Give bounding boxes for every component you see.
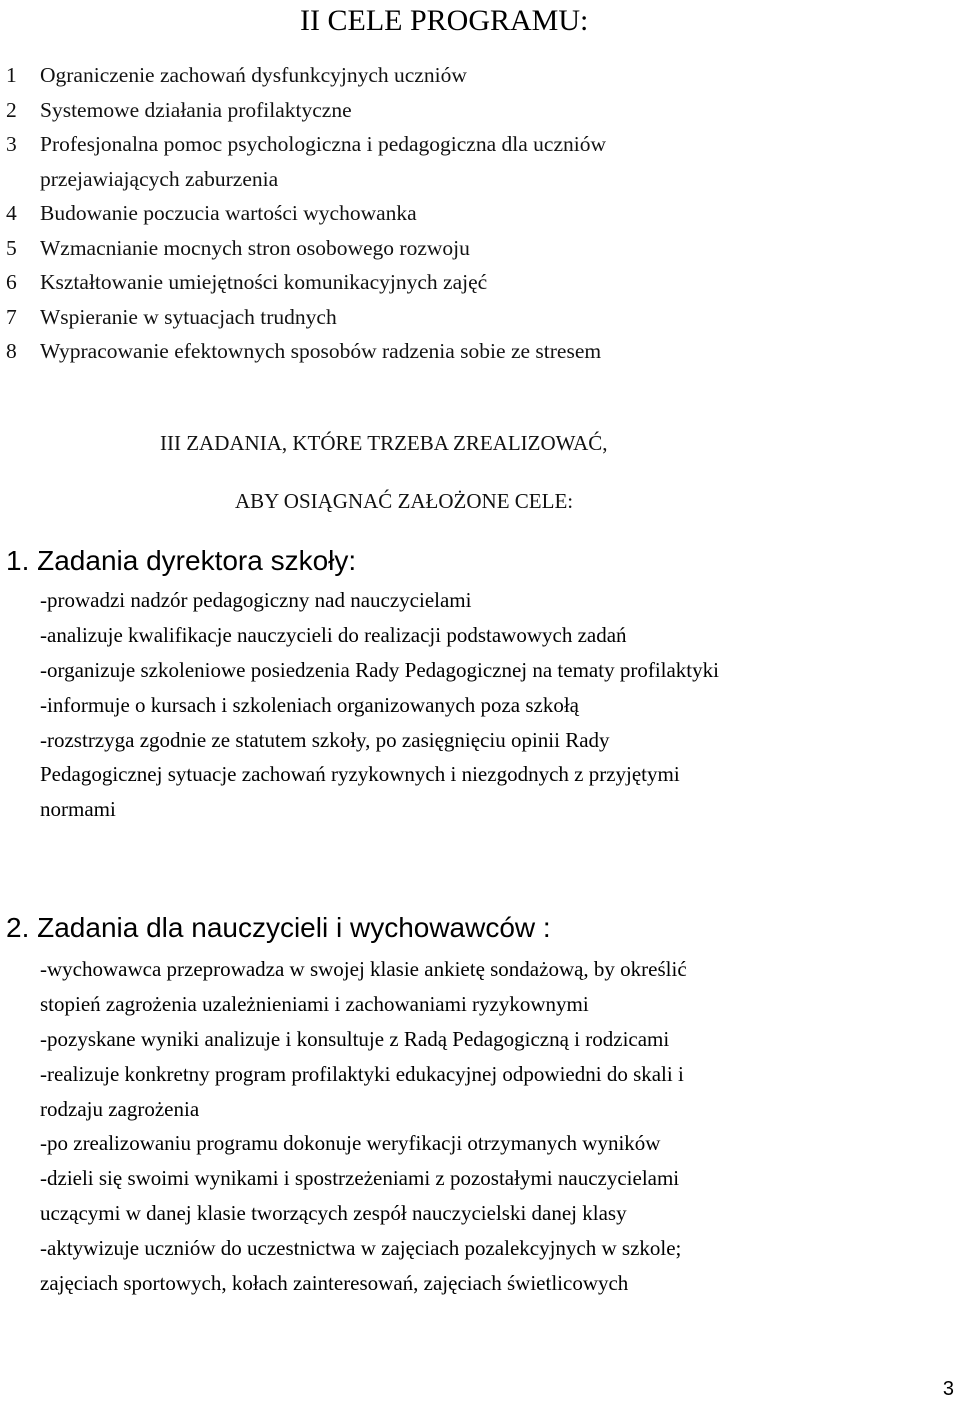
task-line: Pedagogicznej sytuacje zachowań ryzykownych i niezgodnych z przyjętymi	[40, 762, 680, 787]
task-line: -informuje o kursach i szkoleniach organizowanych poza szkołą	[40, 692, 580, 717]
goal-item	[0, 58, 960, 93]
goal-number: 1	[6, 63, 17, 87]
director-tasks-list	[40, 583, 950, 827]
goal-text: Budowanie poczucia wartości wychowanka	[40, 201, 417, 225]
goal-number: 4	[6, 201, 17, 225]
task-line: -analizuje kwalifikacje nauczycieli do realizacji podstawowych zadań	[40, 622, 627, 647]
goal-number: 2	[6, 97, 17, 122]
goal-number: 3	[6, 132, 17, 156]
teacher-tasks-list	[40, 952, 950, 1301]
section-title-goals: II CELE PROGRAMU:	[300, 4, 589, 37]
task-line: normami	[40, 797, 116, 822]
goal-text: Wspieranie w sytuacjach trudnych	[40, 304, 337, 329]
subheading-teacher-tasks: 2. Zadania dla nauczycieli i wychowawców :	[6, 912, 551, 943]
goal-item	[0, 334, 960, 369]
goal-text: Systemowe działania profilaktyczne	[40, 97, 352, 122]
goal-item	[0, 300, 960, 335]
subheading-director-tasks: 1. Zadania dyrektora szkoły:	[6, 545, 357, 576]
goal-text: Ograniczenie zachowań dysfunkcyjnych uczniów	[40, 63, 467, 87]
task-line: -wychowawca przeprowadza w swojej klasie ankietę sondażową, by określić	[40, 957, 687, 981]
goal-number: 5	[6, 235, 17, 260]
goal-text: Wypracowanie efektownych sposobów radzenia sobie ze stresem	[40, 339, 602, 363]
task-line: -pozyskane wyniki analizuje i konsultuje z Radą Pedagogiczną i rodzicami	[40, 1026, 670, 1051]
goal-text: przejawiających zaburzenia	[40, 166, 279, 191]
task-line: -rozstrzyga zgodnie ze statutem szkoły, po zasięgnięciu opinii Rady	[40, 727, 610, 752]
task-line: rodzaju zagrożenia	[40, 1096, 200, 1121]
goal-text: Kształtowanie umiejętności komunikacyjnych zajęć	[40, 270, 488, 294]
task-line: -aktywizuje uczniów do uczestnictwa w zajęciach pozalekcyjnych w szkole;	[40, 1236, 682, 1261]
task-line: -prowadzi nadzór pedagogiczny nad nauczycielami	[40, 588, 472, 612]
goal-item	[0, 93, 960, 128]
task-line: -organizuje szkoleniowe posiedzenia Rady Pedagogicznej na tematy profilaktyki	[40, 657, 719, 682]
section-heading-tasks-line1: III ZADANIA, KTÓRE TRZEBA ZREALIZOWAĆ,	[160, 431, 608, 455]
goal-number: 8	[6, 339, 17, 363]
task-line: -po zrealizowaniu programu dokonuje weryfikacji otrzymanych wyników	[40, 1131, 661, 1156]
goals-list	[0, 58, 960, 369]
goal-item	[0, 196, 960, 231]
task-line: -dzieli się swoimi wynikami i spostrzeżeniami z pozostałymi nauczycielami	[40, 1166, 680, 1191]
task-line: uczącymi w danej klasie tworzących zespół nauczycielski danej klasy	[40, 1201, 627, 1226]
goal-text: Wzmacnianie mocnych stron osobowego rozwoju	[40, 235, 470, 260]
goal-number: 6	[6, 270, 17, 294]
goal-item-continuation	[0, 162, 960, 197]
section-heading-tasks-line2: ABY OSIĄGNAĆ ZAŁOŻONE CELE:	[235, 489, 574, 513]
task-line: -realizuje konkretny program profilaktyki edukacyjnej odpowiedni do skali i	[40, 1061, 684, 1086]
task-line: stopień zagrożenia uzależnieniami i zachowaniami ryzykownymi	[40, 991, 589, 1016]
goal-text: Profesjonalna pomoc psychologiczna i pedagogiczna dla uczniów	[40, 132, 606, 156]
page-number: 3	[942, 1378, 954, 1400]
goal-number: 7	[6, 304, 17, 329]
goal-item	[0, 127, 960, 162]
goal-item	[0, 231, 960, 266]
task-line: zajęciach sportowych, kołach zainteresowań, zajęciach świetlicowych	[40, 1271, 629, 1296]
goal-item	[0, 265, 960, 300]
